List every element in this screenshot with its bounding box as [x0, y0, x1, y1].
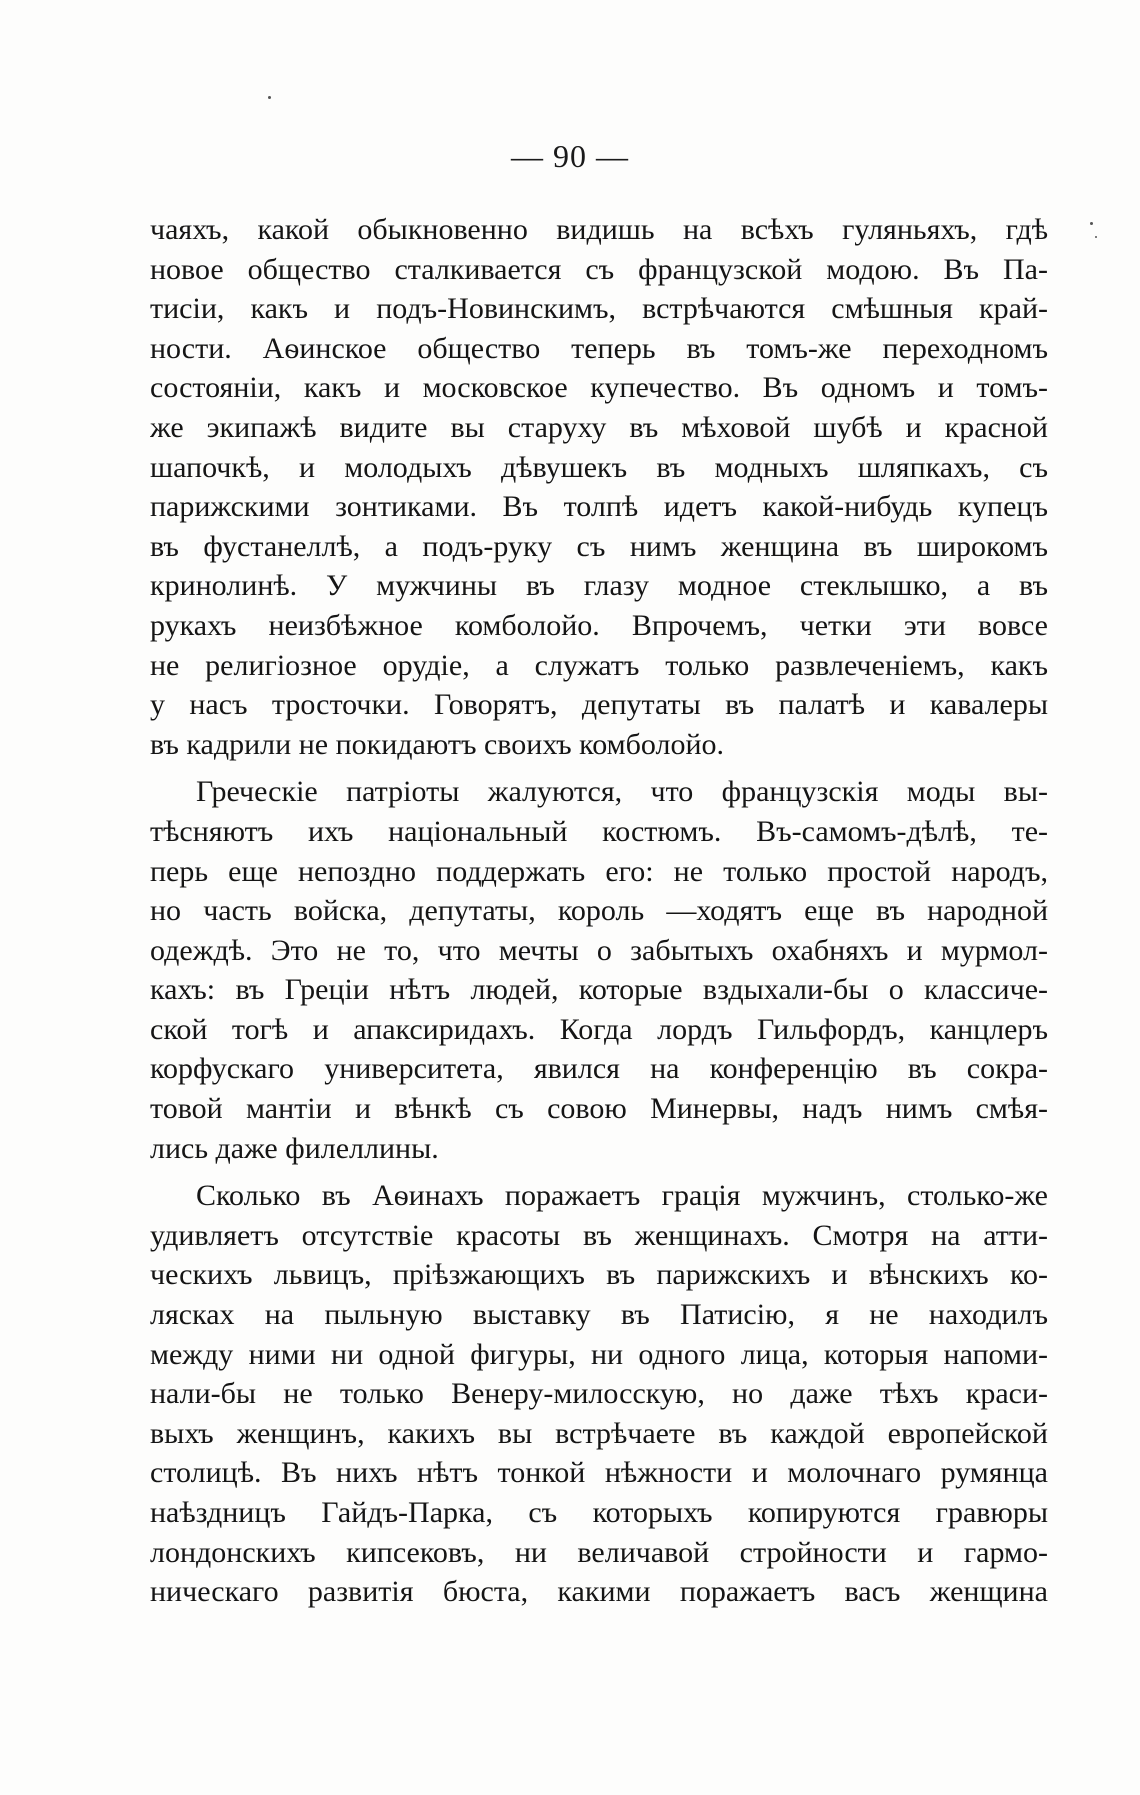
text-line: Греческіе патріоты жалуются, что французскія моды вы-	[196, 775, 1048, 809]
page-number: — 90 —	[511, 138, 629, 174]
text-line: кринолинѣ. У мужчины въ глазу модное стеклышко, а въ	[150, 569, 1048, 603]
text-line: тѣсняютъ ихъ національный костюмъ. Въ-самомъ-дѣлѣ, те-	[150, 814, 1048, 848]
text-line: кахъ: въ Греціи нѣтъ людей, которые вздыхали-бы о классиче-	[150, 973, 1048, 1007]
text-line: тисіи, какъ и подъ-Новинскимъ, встрѣчаются смѣшныя край-	[150, 292, 1048, 326]
paragraph-1	[150, 210, 1048, 764]
text-line: въ фустанеллѣ, а подъ-руку съ нимъ женщина въ широкомъ	[150, 529, 1048, 563]
text-line: наѣздницъ Гайдъ-Парка, съ которыхъ копируются гравюры	[150, 1496, 1048, 1529]
text-line: нали-бы не только Венеру-милосскую, но даже тѣхъ краси-	[150, 1377, 1048, 1411]
text-line: шапочкѣ, и молодыхъ дѣвушекъ въ модныхъ шляпкахъ, съ	[150, 450, 1048, 484]
text-line: же экипажѣ видите вы старуху въ мѣховой шубѣ и красной	[150, 410, 1048, 444]
text-line: одеждѣ. Это не то, что мечты о забытыхъ охабняхъ и мурмол-	[150, 933, 1048, 967]
text-line: товой мантіи и вѣнкѣ съ совою Минервы, надъ нимъ смѣя-	[150, 1092, 1048, 1126]
scan-speck	[268, 96, 271, 99]
paragraph-2	[150, 772, 1048, 1168]
text-line: новое общество сталкивается съ французской модою. Въ Па-	[150, 252, 1048, 286]
text-line: состояніи, какъ и московское купечество. Въ одномъ и томъ-	[150, 371, 1048, 405]
text-line: лондонскихъ кипсековъ, ни величавой стройности и гармо-	[150, 1535, 1048, 1569]
text-line: но часть войска, депутаты, король —ходятъ еще въ народной	[150, 894, 1048, 928]
text-line: лись даже филеллины.	[150, 1131, 439, 1165]
text-line: выхъ женщинъ, какихъ вы встрѣчаете въ каждой европейской	[150, 1416, 1048, 1450]
body-text	[150, 210, 1048, 1612]
text-line: между ними ни одной фигуры, ни одного лица, которыя напоми-	[150, 1337, 1048, 1371]
text-line: удивляетъ отсутствіе красоты въ женщинахъ. Смотря на атти-	[150, 1218, 1048, 1252]
text-line: корфускаго университета, явился на конференцію въ сокра-	[150, 1052, 1048, 1086]
text-line: у насъ тросточки. Говорятъ, депутаты въ палатѣ и кавалеры	[150, 688, 1048, 722]
scan-speck	[1095, 236, 1097, 238]
text-line: лясках на пыльную выставку въ Патисію, я не находилъ	[150, 1298, 1048, 1332]
text-line: не религіозное орудіе, а служатъ только развлеченіемъ, какъ	[150, 648, 1048, 682]
text-line: ской тогѣ и апаксиридахъ. Когда лордъ Гильфордъ, канцлеръ	[150, 1012, 1048, 1046]
text-line: перь еще непоздно поддержать его: не только простой народъ,	[150, 854, 1048, 888]
text-line: ческихъ львицъ, пріѣзжающихъ въ парижскихъ и вѣнскихъ ко-	[150, 1258, 1048, 1292]
text-line: въ кадрили не покидаютъ своихъ комболойо.	[150, 727, 725, 761]
text-line: ности. Аѳинское общество теперь въ томъ-же переходномъ	[150, 331, 1048, 365]
paragraph-3	[150, 1176, 1048, 1612]
text-line: Сколько въ Аѳинахъ поражаетъ грація мужчинъ, столько-же	[196, 1179, 1048, 1213]
text-line: чаяхъ, какой обыкновенно видишь на всѣхъ гуляньяхъ, гдѣ	[150, 213, 1048, 246]
scan-speck	[1090, 222, 1093, 225]
text-line: рукахъ неизбѣжное комболойо. Впрочемъ, четки эти вовсе	[150, 608, 1048, 642]
text-line: парижскими зонтиками. Въ толпѣ идетъ какой-нибудь купецъ	[150, 490, 1048, 524]
text-line: ническаго развитія бюста, какими поражаетъ васъ женщина	[150, 1575, 1048, 1609]
text-line: столицѣ. Въ нихъ нѣтъ тонкой нѣжности и молочнаго румянца	[150, 1456, 1048, 1490]
